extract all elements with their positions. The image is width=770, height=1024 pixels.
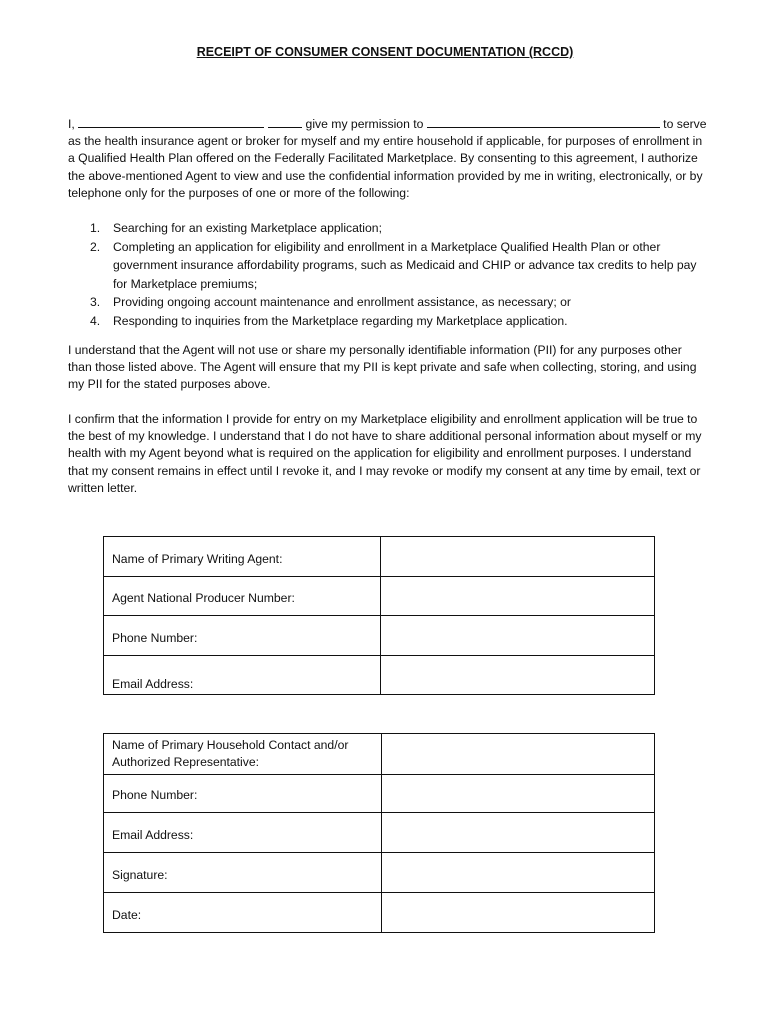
list-item-number: 2.	[90, 239, 101, 254]
table-row	[104, 734, 655, 775]
signature-field[interactable]	[382, 853, 655, 893]
household-contact-field[interactable]	[382, 734, 655, 775]
pii-paragraph: I understand that the Agent will not use or share my personally identifiable information (PII) for any purposes other than those listed above. The Agent will ensure that my PII is kept private and safe when collecting, storing, and using my PII for the stated purposes above.	[68, 343, 697, 392]
list-item-number: 1.	[90, 221, 101, 235]
date-label: Date:	[104, 893, 382, 933]
agent-name-blank[interactable]	[427, 116, 660, 128]
table-row	[104, 656, 655, 695]
table-row	[104, 813, 655, 853]
intro-tail: to serve as the health insurance agent or broker for myself and my entire household if applicable, for purposes of enrollment in a Qualified Health Plan offered on the Federally Facilitated Marketplace. By consenting to this agreement, I authorize the above-mentioned Agent to view and use the confidential information provided by me in writing, electronically, or by telephone only for the purposes of one or more of the following:	[68, 117, 707, 200]
household-phone-label: Phone Number:	[104, 775, 382, 813]
consumer-name-blank-extension[interactable]	[268, 116, 302, 128]
intro-mid: give my permission to	[302, 117, 427, 131]
list-item-text: Providing ongoing account maintenance and enrollment assistance, as necessary; or	[113, 295, 571, 310]
household-info-table	[103, 733, 655, 933]
table-row	[104, 893, 655, 933]
consumer-name-blank[interactable]	[78, 116, 264, 128]
list-item	[68, 238, 708, 294]
household-email-label: Email Address:	[104, 813, 382, 853]
list-item-number: 3.	[90, 295, 101, 310]
agent-npn-field[interactable]	[381, 577, 655, 616]
agent-phone-field[interactable]	[381, 616, 655, 656]
agent-phone-label: Phone Number:	[104, 616, 381, 656]
list-item-text: Completing an application for eligibility and enrollment in a Marketplace Qualified Health Plan or other government insurance affordability programs, such as Medicaid and CHIP or advance tax credits to help pay for Marketplace premiums;	[113, 239, 697, 291]
agent-email-label: Email Address:	[104, 656, 381, 695]
agent-email-field[interactable]	[381, 656, 655, 695]
table-row	[104, 537, 655, 577]
table-row	[104, 775, 655, 813]
table-row	[104, 577, 655, 616]
list-item	[68, 293, 708, 312]
household-phone-field[interactable]	[382, 775, 655, 813]
list-item-number: 4.	[90, 313, 101, 328]
list-item	[68, 312, 708, 331]
household-contact-label: Name of Primary Household Contact and/or Authorized Representative:	[104, 734, 382, 775]
date-field[interactable]	[382, 893, 655, 933]
agent-info-table	[103, 536, 655, 695]
list-item	[68, 219, 708, 238]
table-row	[104, 853, 655, 893]
table-row	[104, 616, 655, 656]
confirmation-paragraph: I confirm that the information I provide for entry on my Marketplace eligibility and enrollment application will be true to the best of my knowledge. I understand that I do not have to share additional personal information about myself or my health with my Agent beyond what is required on the application for eligibility and enrollment purposes. I understand that my consent remains in effect until I revoke it, and I may revoke or modify my consent at any time by email, text or written letter.	[68, 412, 702, 495]
agent-name-label: Name of Primary Writing Agent:	[104, 537, 381, 577]
list-item-text: Responding to inquiries from the Marketplace regarding my Marketplace application.	[113, 313, 568, 328]
intro-lead: I,	[68, 117, 75, 131]
household-email-field[interactable]	[382, 813, 655, 853]
purpose-list	[68, 219, 708, 331]
consent-intro-paragraph	[68, 116, 708, 202]
agent-name-field[interactable]	[381, 537, 655, 577]
agent-npn-label: Agent National Producer Number:	[104, 577, 381, 616]
document-title: RECEIPT OF CONSUMER CONSENT DOCUMENTATION (RCCD)	[196, 45, 574, 59]
list-item-text: Searching for an existing Marketplace application;	[113, 221, 382, 235]
signature-label: Signature:	[104, 853, 382, 893]
